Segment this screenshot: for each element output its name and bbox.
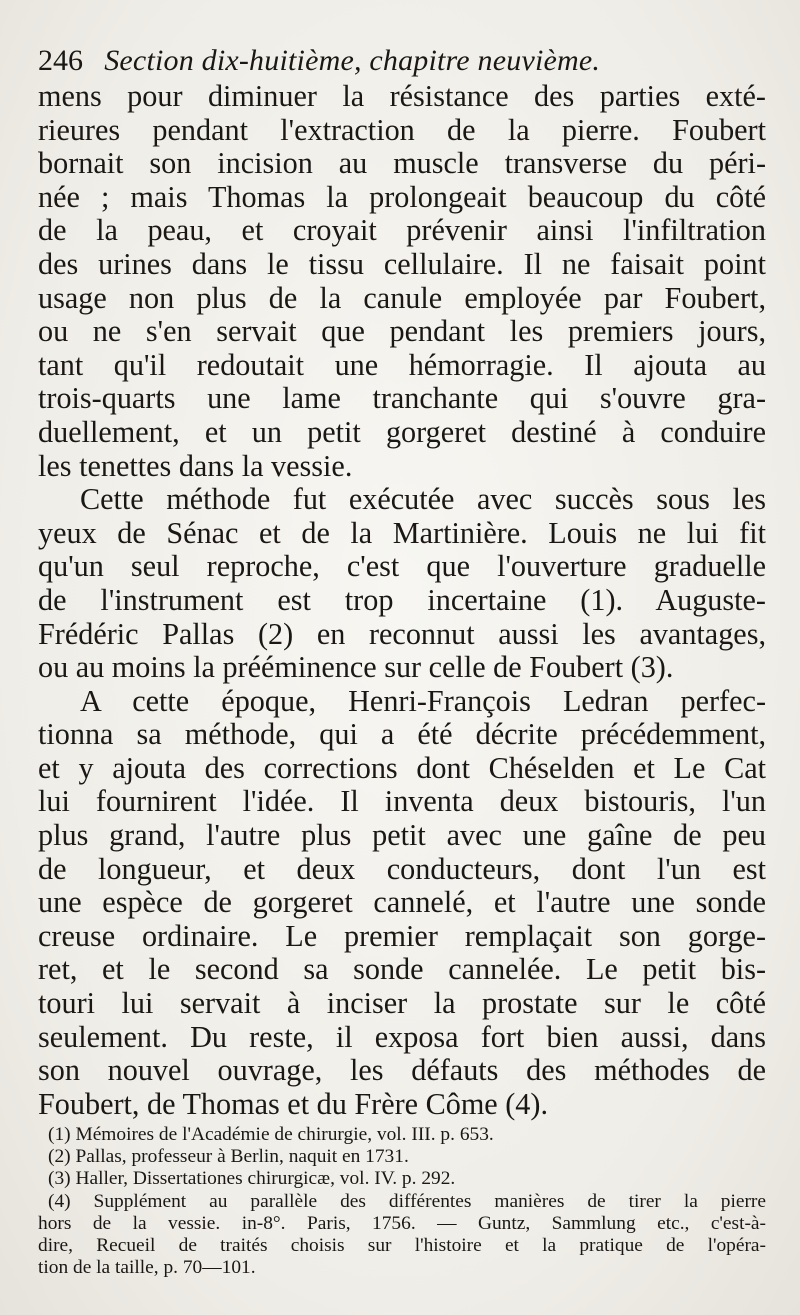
- footnote-4-continued: tion de la taille, p. 70—101.: [38, 1257, 256, 1279]
- text-line: touri lui servait à inciser la prostate sur le côté: [38, 986, 766, 1021]
- text-line: de longueur, et deux conducteurs, dont l'un est: [38, 851, 766, 886]
- text-line: son nouvel ouvrage, les défauts des méthodes de: [38, 1053, 766, 1088]
- text-line: Foubert, de Thomas et du Frère Côme (4).: [38, 1086, 549, 1121]
- page-number: 246: [38, 44, 83, 77]
- text-line: tionna sa méthode, qui a été décrite précédemment,: [38, 717, 766, 752]
- footnote-4-continued: hors de la vessie. in-8°. Paris, 1756. — Guntz, Sammlung etc., c'est-à-: [38, 1212, 766, 1234]
- text-line: ret, et le second sa sonde cannelée. Le petit bis-: [38, 952, 766, 987]
- text-line: trois-quarts une lame tranchante qui s'ouvre gra-: [38, 381, 766, 416]
- text-line: de la peau, et croyait prévenir ainsi l'infiltration: [38, 213, 766, 248]
- text-line: les tenettes dans la vessie.: [38, 448, 353, 483]
- footnote-1: (1) Mémoires de l'Académie de chirurgie, vol. III. p. 653.: [48, 1124, 494, 1145]
- text-line: rieures pendant l'extraction de la pierre. Foubert: [38, 112, 766, 147]
- footnote-4: (4) Supplément au parallèle des différentes manières de tirer la pierre: [48, 1190, 766, 1212]
- paragraph: [38, 685, 766, 1122]
- text-line: Cette méthode fut exécutée avec succès sous les: [80, 482, 766, 517]
- text-line: mens pour diminuer la résistance des parties exté-: [38, 79, 766, 113]
- text-line: A cette époque, Henri-François Ledran perfec-: [80, 683, 766, 718]
- footnote-2: (2) Pallas, professeur à Berlin, naquit en 1731.: [48, 1146, 409, 1168]
- text-line: plus grand, l'autre plus petit avec une gaîne de peu: [38, 818, 766, 853]
- footnote-4-continued: dire, Recueil de traités choisis sur l'histoire et la pratique de l'opéra-: [38, 1234, 766, 1256]
- text-line: seulement. Du reste, il exposa fort bien aussi, dans: [38, 1019, 766, 1054]
- text-line: tant qu'il redoutait une hémorragie. Il ajouta au: [38, 347, 766, 382]
- text-line: ou ne s'en servait que pendant les premiers jours,: [38, 314, 766, 349]
- text-line: lui fournirent l'idée. Il inventa deux bistouris, l'un: [38, 784, 766, 819]
- page-header: [38, 38, 768, 82]
- text-line: ou au moins la prééminence sur celle de Foubert (3).: [38, 650, 674, 685]
- text-line: de l'instrument est trop incertaine (1). Auguste-: [38, 582, 766, 617]
- text-line: et y ajouta des corrections dont Chéselden et Le Cat: [38, 750, 766, 785]
- text-line: duellement, et un petit gorgeret destiné à conduire: [38, 414, 766, 449]
- paragraph: [38, 483, 766, 685]
- text-line: yeux de Sénac et de la Martinière. Louis ne lui fit: [38, 515, 766, 550]
- text-line: bornait son incision au muscle transverse du péri-: [38, 146, 766, 181]
- text-line: des urines dans le tissu cellulaire. Il ne faisait point: [38, 246, 766, 281]
- body-text: [38, 80, 766, 1121]
- paragraph: [38, 80, 766, 483]
- text-line: Frédéric Pallas (2) en reconnut aussi les avantages,: [38, 616, 766, 651]
- text-line: creuse ordinaire. Le premier remplaçait son gorge-: [38, 918, 766, 953]
- text-line: une espèce de gorgeret cannelé, et l'autre une sonde: [38, 885, 766, 920]
- running-head: Section dix-huitième, chapitre neuvième.: [104, 44, 601, 77]
- text-line: qu'un seul reproche, c'est que l'ouverture graduelle: [38, 549, 766, 584]
- footnotes: [38, 1124, 766, 1279]
- text-line: née ; mais Thomas la prolongeait beaucoup du côté: [38, 179, 766, 214]
- footnote-3: (3) Haller, Dissertationes chirurgicæ, vol. IV. p. 292.: [48, 1168, 456, 1190]
- text-line: usage non plus de la canule employée par Foubert,: [38, 280, 766, 315]
